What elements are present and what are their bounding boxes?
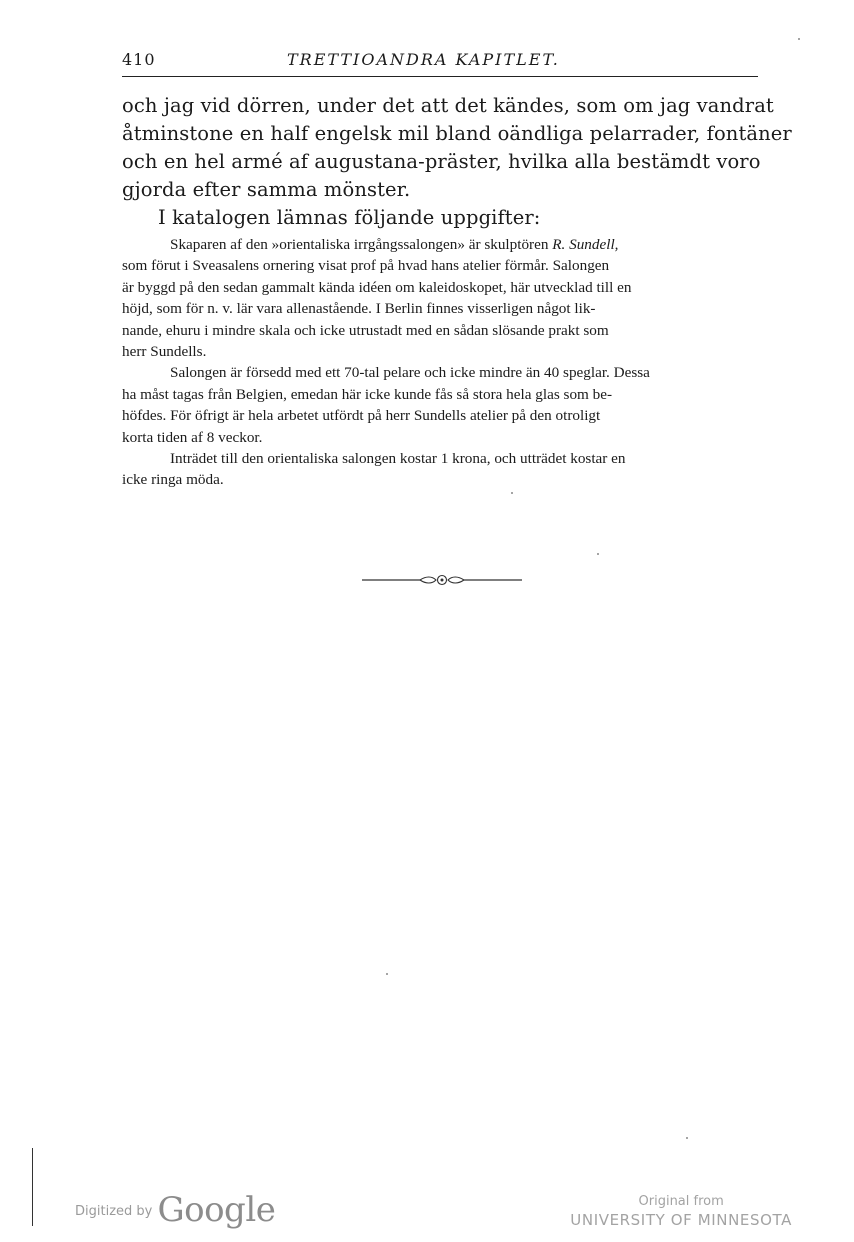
scan-speck xyxy=(511,492,513,494)
italic-name: R. Sundell, xyxy=(552,236,619,253)
paragraph-catalog-intro xyxy=(122,204,760,232)
scan-edge-line xyxy=(32,1148,33,1226)
text-line: som förut i Sveasalens ornering visat prof på hvad hans atelier förmår. Salongen xyxy=(122,257,610,275)
text-line: är byggd på den sedan gammalt kända idéen om kaleidoskopet, här utvecklad till en xyxy=(122,278,632,296)
scan-speck xyxy=(597,553,599,555)
quote-paragraph-2 xyxy=(122,362,760,448)
text-line xyxy=(122,234,760,255)
scan-speck xyxy=(798,38,800,40)
text-line: gjorda efter samma mönster. xyxy=(122,178,411,201)
scan-speck xyxy=(386,973,388,975)
text-line: höfdes. För öfrigt är hela arbetet utfördt på herr Sundells atelier på den otroligt xyxy=(122,407,601,425)
text-line: Salongen är försedd med ett 70-tal pelare och icke mindre än 40 speglar. Dessa xyxy=(170,364,650,382)
text-line: Inträdet till den orientaliska salongen kostar 1 krona, och utträdet kostar en xyxy=(170,450,626,468)
quote-paragraph-1 xyxy=(122,234,760,362)
quote-paragraph-3 xyxy=(122,448,760,491)
page-number: 410 xyxy=(122,50,156,69)
text-line: nande, ehuru i mindre skala och icke utrustadt med en sådan slösande prakt som xyxy=(122,321,609,339)
digitized-watermark xyxy=(75,1190,275,1230)
text-line: ha måst tagas från Belgien, emedan här icke kunde fås så stora hela glas som be- xyxy=(122,385,613,403)
scan-speck xyxy=(686,1137,688,1139)
text-line: I katalogen lämnas följande uppgifter: xyxy=(158,206,541,229)
text-line: åtminstone en half engelsk mil bland oändliga pelarrader, fontäner xyxy=(122,122,792,145)
google-logo: Google xyxy=(157,1190,276,1230)
original-from-label: Original from xyxy=(638,1194,724,1209)
institution-label: UNIVERSITY OF MINNESOTA xyxy=(570,1211,792,1229)
paragraph-continuation xyxy=(122,92,792,204)
text-run: Skaparen af den »orientaliska irrgångssalongen» är skulptören xyxy=(170,236,549,253)
text-line: herr Sundells. xyxy=(122,343,207,361)
page-body xyxy=(122,92,792,491)
running-title: TRETTIOANDRA KAPITLET. xyxy=(287,50,560,69)
text-line: icke ringa möda. xyxy=(122,471,224,489)
text-line: och jag vid dörren, under det att det kändes, som om jag vandrat xyxy=(122,94,774,117)
digitized-by-label: Digitized by xyxy=(75,1204,153,1219)
page-header xyxy=(122,50,758,72)
header-rule xyxy=(122,76,758,77)
text-line: höjd, som för n. v. lär vara allenastående. I Berlin finnes visserligen något lik- xyxy=(122,300,596,318)
original-from-watermark xyxy=(570,1194,792,1229)
section-ornament xyxy=(362,570,522,590)
text-line: och en hel armé af augustana-präster, hvilka alla bestämdt voro xyxy=(122,150,761,173)
text-line: korta tiden af 8 veckor. xyxy=(122,428,263,446)
